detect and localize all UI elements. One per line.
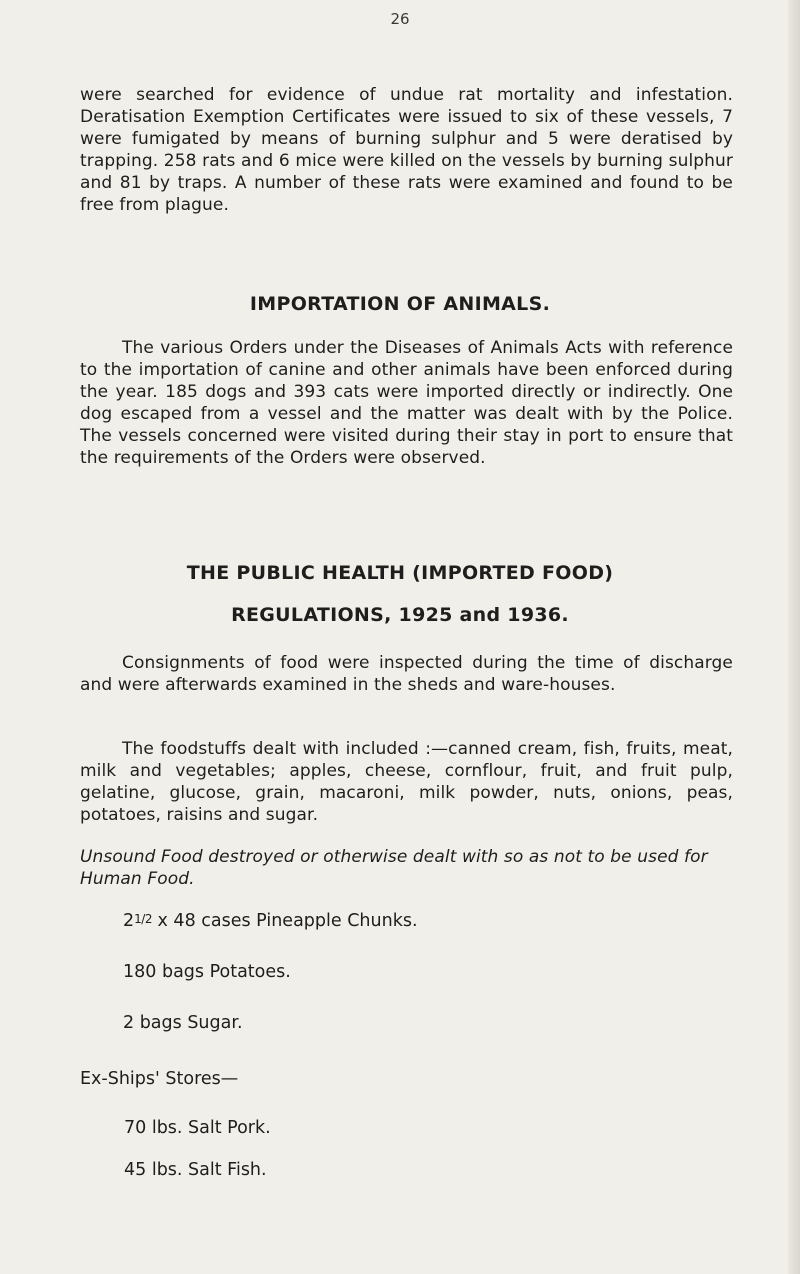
animals-heading: IMPORTATION OF ANIMALS. bbox=[249, 293, 551, 315]
consignments-paragraph: Consignments of food were inspected during the time of discharge and were afterwards examined in the sheds and ware-houses. bbox=[80, 653, 733, 695]
rats-paragraph: were searched for evidence of undue rat mortality and infestation. Deratisation Exemption Certificates were issued to six of these vessels, 7 were fumigated by means of burning sulphur and 5 were deratised by trapping. 258 rats and 6 mice were killed on the vessels by burning sulphur and 81 by traps. A number of these rats were examined and found to be free from plague. bbox=[80, 85, 733, 215]
ex-ships-label: Ex-Ships' Stores— bbox=[80, 1069, 239, 1089]
animals-paragraph: The various Orders under the Diseases of Animals Acts with reference to the importation of canine and other animals have been enforced during the year. 185 dogs and 393 cats were imported directly or indirectly. One dog escaped from a vessel and the matter was dealt with by the Police. The vessels concerned were visited during their stay in port to ensure that the requirements of the Orders were observed. bbox=[80, 338, 733, 468]
ex-ships-item: 45 lbs. Salt Fish. bbox=[124, 1160, 267, 1180]
foodstuffs-paragraph: The foodstuffs dealt with included :—canned cream, fish, fruits, meat, milk and vegetables; apples, cheese, cornflour, fruit, and fruit pulp, gelatine, glucose, grain, macaroni, milk powder, nuts, onions, peas, potatoes, raisins and sugar. bbox=[80, 739, 733, 825]
unsound-item-text: x 48 cases Pineapple Chunks. bbox=[151, 911, 418, 931]
unsound-item-qty-whole: 2 bbox=[123, 911, 135, 931]
unsound-item-qty-fraction: 1/2 bbox=[134, 912, 152, 926]
unsound-item: 2 bags Sugar. bbox=[123, 1013, 243, 1033]
page-number: 26 bbox=[390, 10, 410, 28]
unsound-item bbox=[123, 908, 418, 932]
food-heading-line2: REGULATIONS, 1925 and 1936. bbox=[231, 604, 569, 626]
page-edge-shadow bbox=[788, 0, 800, 1274]
ex-ships-item: 70 lbs. Salt Pork. bbox=[124, 1118, 271, 1138]
food-heading-line1: THE PUBLIC HEALTH (IMPORTED FOOD) bbox=[186, 562, 614, 584]
unsound-food-heading: Unsound Food destroyed or otherwise dealt with so as not to be used for Human Food. bbox=[80, 847, 708, 889]
unsound-item: 180 bags Potatoes. bbox=[123, 962, 291, 982]
